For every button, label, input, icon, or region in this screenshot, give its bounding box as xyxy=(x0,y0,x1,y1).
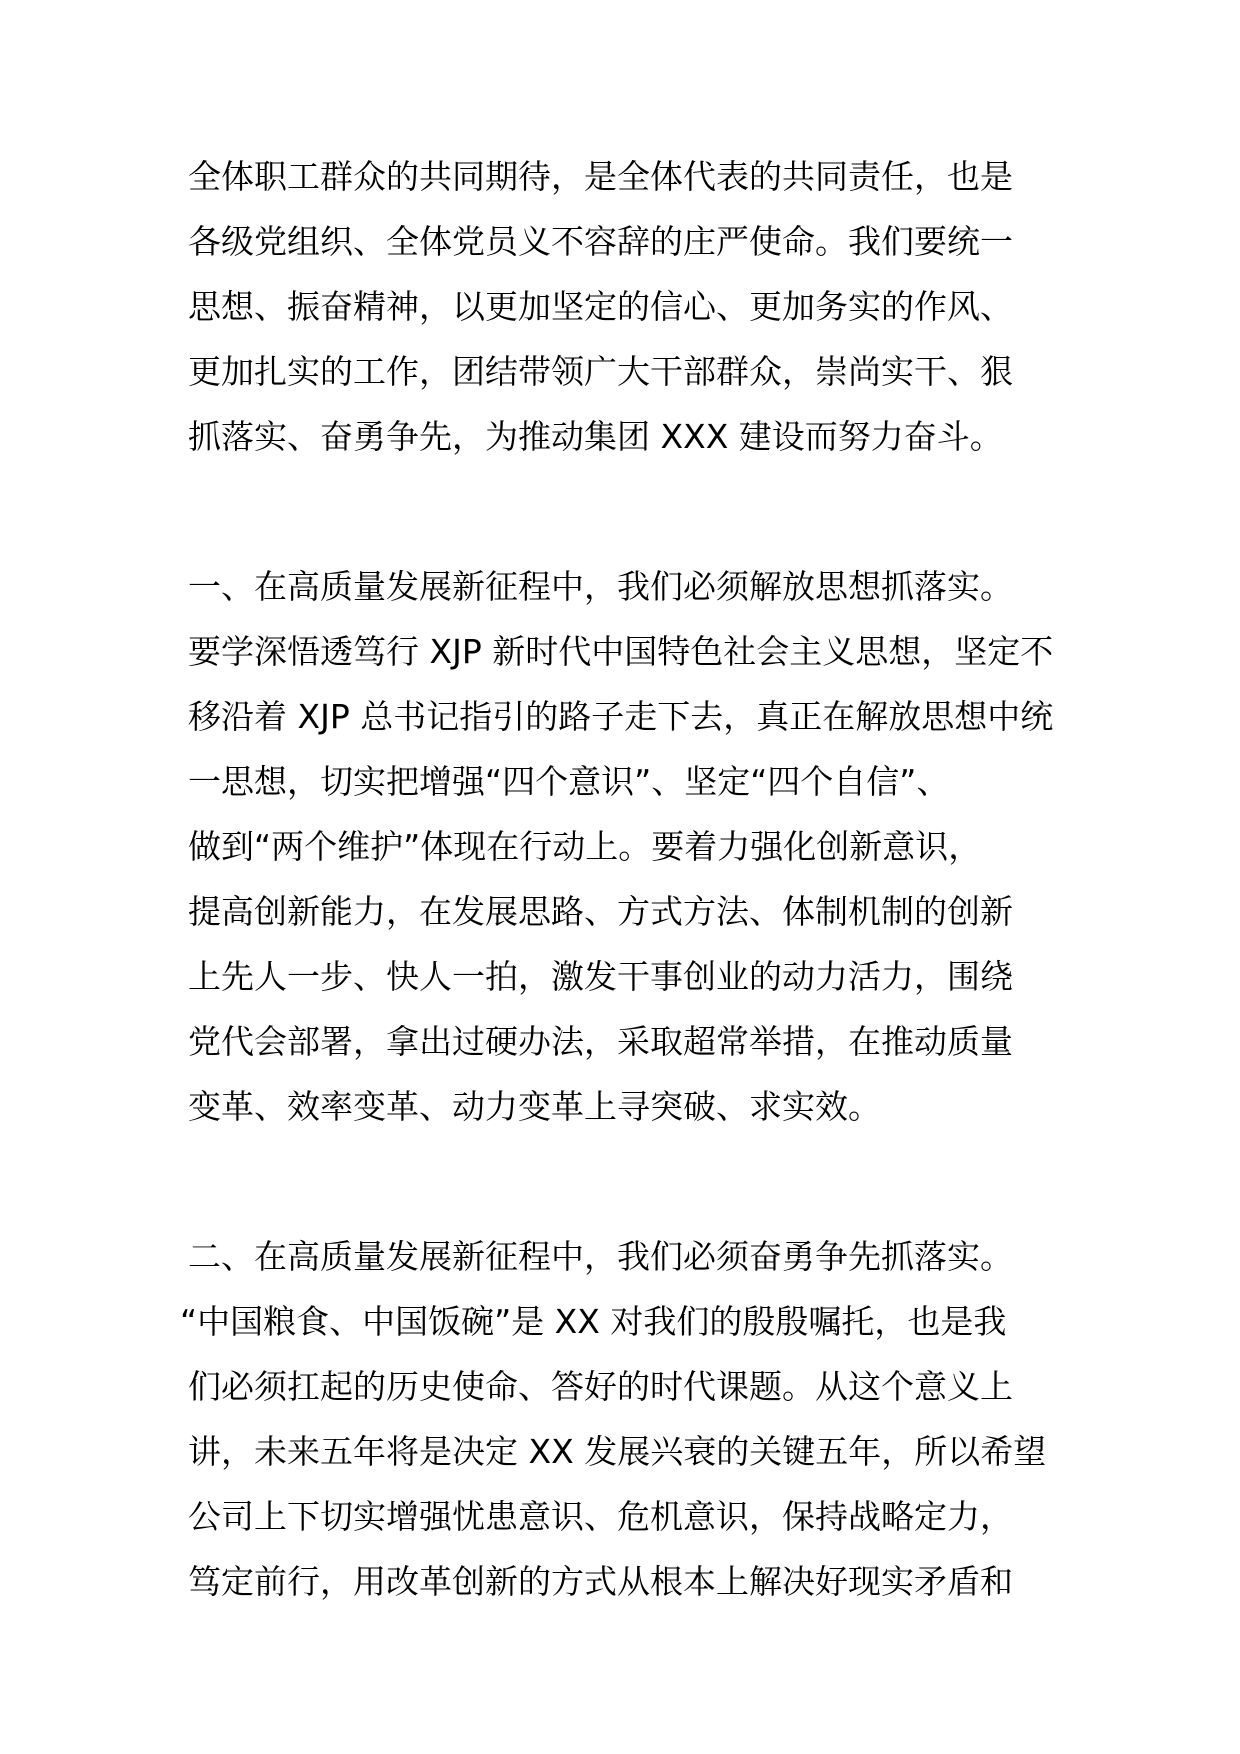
paragraph-2-line-6: 提高创新能力，在发展思路、方式方法、体制机制的创新 xyxy=(188,892,1013,931)
paragraph-3-line-4: 讲，未来五年将是决定 XX 发展兴衰的关键五年，所以希望 xyxy=(188,1432,1047,1471)
paragraph-1-line-1: 全体职工群众的共同期待，是全体代表的共同责任，也是 xyxy=(188,157,1013,196)
paragraph-2-line-2: 要学深悟透笃行 XJP 新时代中国特色社会主义思想，坚定不 xyxy=(188,632,1054,671)
paragraph-1-line-5: 抓落实、奋勇争先，为推动集团 XXX 建设而努力奋斗。 xyxy=(188,417,1003,456)
paragraph-2-line-9: 变革、效率变革、动力变革上寻突破、求实效。 xyxy=(188,1087,881,1126)
paragraph-3-line-2: “中国粮食、中国饭碗”是 XX 对我们的殷殷嘱托，也是我 xyxy=(180,1302,1007,1341)
paragraph-2-line-5: 做到“两个维护”体现在行动上。要着力强化创新意识， xyxy=(188,827,982,866)
paragraph-3-line-5: 公司上下切实增强忧患意识、危机意识，保持战略定力， xyxy=(188,1497,1013,1536)
paragraph-1-line-2: 各级党组织、全体党员义不容辞的庄严使命。我们要统一 xyxy=(188,222,1013,261)
paragraph-2-line-7: 上先人一步、快人一拍，激发干事创业的动力活力，围绕 xyxy=(188,957,1013,996)
paragraph-2-line-1: 一、在高质量发展新征程中，我们必须解放思想抓落实。 xyxy=(188,567,1013,606)
paragraph-1-line-3: 思想、振奋精神，以更加坚定的信心、更加务实的作风、 xyxy=(188,287,1013,326)
paragraph-3-line-3: 们必须扛起的历史使命、答好的时代课题。从这个意义上 xyxy=(188,1367,1013,1406)
paragraph-2-line-4: 一思想，切实把增强“四个意识”、坚定“四个自信”、 xyxy=(188,762,950,801)
paragraph-2-line-3: 移沿着 XJP 总书记指引的路子走下去，真正在解放思想中统 xyxy=(188,697,1054,736)
paragraph-3-line-6: 笃定前行，用改革创新的方式从根本上解决好现实矛盾和 xyxy=(188,1562,1013,1601)
paragraph-3-line-1: 二、在高质量发展新征程中，我们必须奋勇争先抓落实。 xyxy=(188,1237,1013,1276)
paragraph-1-line-4: 更加扎实的工作，团结带领广大干部群众，崇尚实干、狠 xyxy=(188,352,1013,391)
paragraph-2-line-8: 党代会部署，拿出过硬办法，采取超常举措，在推动质量 xyxy=(188,1022,1013,1061)
